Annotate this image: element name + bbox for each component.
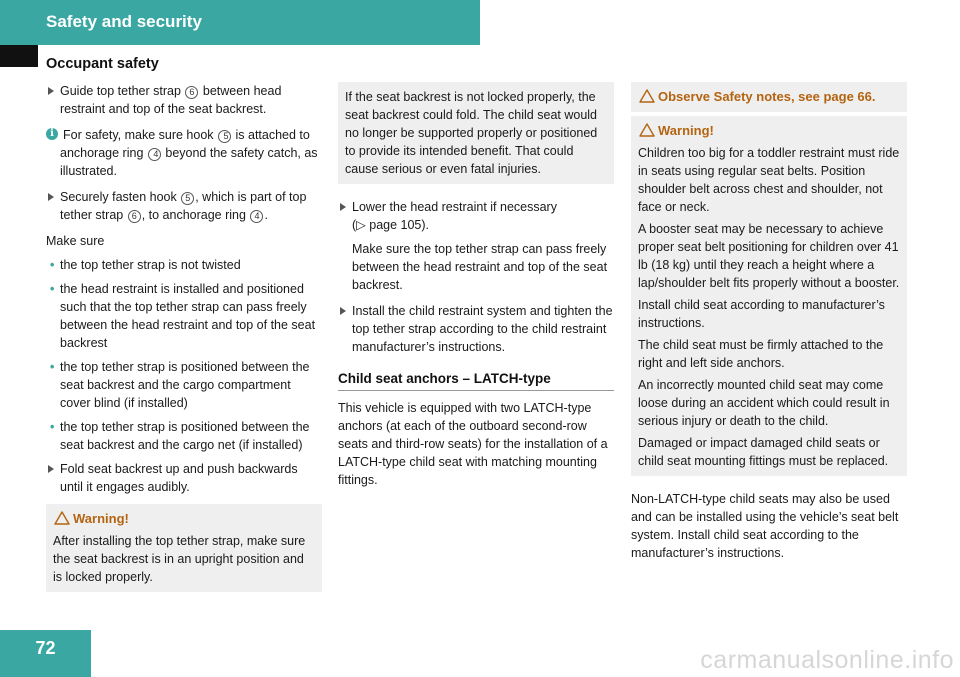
step-lower-head-restraint: Lower the head restraint if necessary (▷ page 105). Make sure the top tether strap can pass freely between the head restraint and top of the seat backrest. xyxy=(338,198,614,294)
step-arrow-icon xyxy=(48,193,54,201)
warning-paragraph: Children too big for a toddler restraint must ride in seats using regular seat belts. Position shoulder belt across chest and shoulder, not face or neck. xyxy=(638,146,900,214)
bullet-dot-icon: • xyxy=(50,420,55,434)
page-number-block xyxy=(0,630,91,677)
non-latch-paragraph: Non-LATCH-type child seats may also be used and can be installed using the vehicle’s seat belt system. Install child seat according to the manufacturer’s instructions. xyxy=(631,492,899,560)
bullet-dot-icon: • xyxy=(50,360,55,374)
section-marker xyxy=(0,45,38,67)
callout-5: 5 xyxy=(218,130,231,143)
step-fasten-hook: Securely fasten hook 5 , which is part of top tether strap 6 , to anchorage ring 4 . xyxy=(46,188,322,224)
step-arrow-icon xyxy=(48,465,54,473)
column-1 xyxy=(46,82,322,592)
callout-4: 4 xyxy=(250,210,263,223)
bullet-item: • the top tether strap is positioned between the seat backrest and the cargo compartment cover blind (if installed) xyxy=(50,360,310,410)
bullet-dot-icon: • xyxy=(50,258,55,272)
watermark: carmanualsonline.info xyxy=(700,646,954,674)
page-number: 72 xyxy=(35,638,56,658)
warning-paragraph: The child seat must be firmly attached to the right and left side anchors. xyxy=(638,338,884,370)
callout-4: 4 xyxy=(148,148,161,161)
step-install-restraint: Install the child restraint system and tighten the top tether strap according to the child restraint manufacturer’s instructions. xyxy=(338,302,614,356)
warning-continuation-text: If the seat backrest is not locked properly, the seat backrest could fold. The child seat would no longer be supported properly or positioned to provide its intended benefit. That could cause serious or even fatal injuries. xyxy=(345,90,598,176)
callout-6: 6 xyxy=(185,86,198,99)
latch-paragraph: This vehicle is equipped with two LATCH-type anchors (at each of the outboard second-row seats and third-row seats) for the installation of a LATCH-type child seat with matching mounting fittings. xyxy=(338,401,608,487)
observe-box xyxy=(631,82,907,112)
warning-paragraph: Damaged or impact damaged child seats or child seat mounting fittings must be replaced. xyxy=(638,436,889,468)
warning-paragraph: Install child seat according to manufacturer’s instructions. xyxy=(638,298,885,330)
page-reference: (▷ page 105). xyxy=(352,218,430,232)
warning-heading: Warning! xyxy=(638,122,900,140)
step-fold-backrest: Fold seat backrest up and push backwards until it engages audibly. xyxy=(46,460,322,496)
step-guide-tether: Guide top tether strap 6 between head restraint and top of the seat backrest. xyxy=(46,82,322,118)
warning-triangle-icon xyxy=(54,510,70,526)
column-2 xyxy=(338,82,614,489)
warning-paragraph: A booster seat may be necessary to achieve proper seat belt positioning for children over 41 lb (18 kg) until they reach a height where a lap/shoulder belt fits properly without a booster. xyxy=(638,222,900,290)
warning-paragraph: An incorrectly mounted child seat may come loose during an accident which could result in serious injury or death to the child. xyxy=(638,378,890,428)
warning-text: After installing the top tether strap, make sure the seat backrest is in an upright position and is locked properly. xyxy=(53,534,306,584)
chapter-title: Safety and security xyxy=(46,12,202,31)
callout-6: 6 xyxy=(128,210,141,223)
make-sure-label: Make sure xyxy=(46,234,105,248)
warning-box xyxy=(46,504,322,592)
warning-heading: Warning! xyxy=(53,510,315,528)
subheading-latch: Child seat anchors – LATCH-type xyxy=(338,370,614,391)
warning-continuation-box xyxy=(338,82,614,184)
callout-5: 5 xyxy=(181,192,194,205)
warning-box xyxy=(631,116,907,476)
step-arrow-icon xyxy=(48,87,54,95)
warning-triangle-icon xyxy=(639,122,655,138)
observe-heading: Observe Safety notes, see page 66. xyxy=(638,88,900,106)
info-icon: i xyxy=(46,128,58,140)
step-arrow-icon xyxy=(340,203,346,211)
bullet-dot-icon: • xyxy=(50,282,55,296)
section-title: Occupant safety xyxy=(46,56,159,72)
bullet-item: • the top tether strap is positioned between the seat backrest and the cargo net (if installed) xyxy=(50,420,310,452)
step-arrow-icon xyxy=(340,307,346,315)
warning-triangle-icon xyxy=(639,88,655,104)
bullet-item: • the head restraint is installed and positioned such that the top tether strap can pass freely between the head restraint and top of the seat backrest xyxy=(50,282,316,350)
info-note: i For safety, make sure hook 5 is attached to anchorage ring 4 beyond the safety catch, as illustrated. xyxy=(46,126,322,180)
column-3 xyxy=(631,82,907,562)
bullet-item: • the top tether strap is not twisted xyxy=(50,258,241,272)
